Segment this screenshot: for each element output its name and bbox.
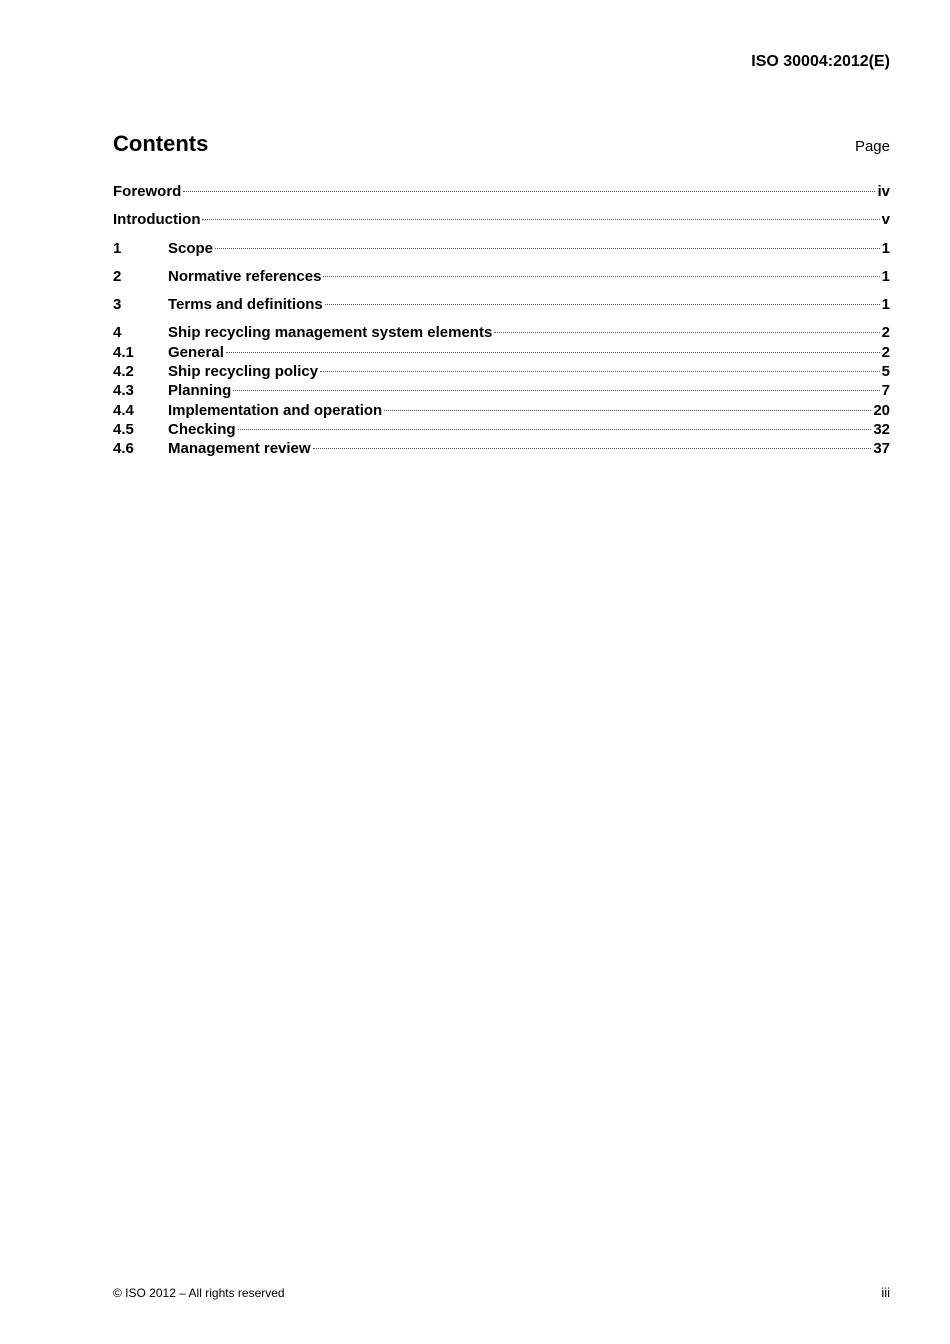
- dot-leader: [183, 191, 875, 192]
- dot-leader: [494, 332, 879, 333]
- toc-entry-planning[interactable]: [113, 381, 890, 400]
- toc-entry-title: Introduction: [113, 211, 201, 229]
- toc-entry-checking[interactable]: [113, 420, 890, 439]
- contents-header: [113, 131, 890, 161]
- toc-entry-page: 5: [881, 363, 890, 381]
- toc-entry-page: 20: [873, 401, 890, 419]
- toc-entry-number: 4.6: [113, 440, 134, 458]
- page-column-label: Page: [854, 138, 890, 155]
- toc-entry-management-review[interactable]: [113, 439, 890, 458]
- toc-entry-foreword[interactable]: [113, 182, 890, 201]
- toc-entry-scope[interactable]: [113, 239, 890, 258]
- toc-entry-page: v: [881, 211, 890, 229]
- toc-entry-page: 32: [873, 420, 890, 438]
- toc-entry-page: 2: [881, 343, 890, 361]
- toc-entry-terms-and-definitions[interactable]: [113, 295, 890, 314]
- toc-entry-title: Normative references: [168, 267, 322, 285]
- toc-entry-general[interactable]: [113, 343, 890, 362]
- toc-entry-number: 4.2: [113, 363, 134, 381]
- dot-leader: [226, 352, 880, 353]
- toc-entry-title: Terms and definitions: [168, 296, 323, 314]
- toc-entry-page: 1: [881, 296, 890, 314]
- toc-entry-title: Foreword: [113, 183, 182, 200]
- toc-entry-title: General: [168, 343, 224, 361]
- toc-entry-system-elements[interactable]: [113, 323, 890, 342]
- dot-leader: [238, 429, 872, 430]
- toc-entry-page: 7: [881, 382, 890, 400]
- toc-entry-title: Checking: [168, 420, 236, 438]
- toc-entry-page: 1: [881, 239, 890, 257]
- toc-entry-title: Management review: [168, 440, 311, 458]
- contents-title: Contents: [113, 131, 209, 156]
- dot-leader: [325, 304, 880, 305]
- toc-entry-title: Ship recycling management system elements: [168, 324, 493, 342]
- dot-leader: [384, 410, 871, 411]
- toc-entry-number: 1: [113, 239, 122, 257]
- dot-leader: [215, 248, 880, 249]
- toc-entry-number: 2: [113, 267, 122, 285]
- dot-leader: [320, 371, 880, 372]
- toc-entry-implementation-and-operation[interactable]: [113, 401, 890, 420]
- dot-leader: [313, 448, 872, 449]
- toc-entry-page: 2: [881, 324, 890, 342]
- document-identifier: ISO 30004:2012(E): [751, 53, 890, 70]
- toc-entry-page: 1: [881, 267, 890, 285]
- table-of-contents: [113, 182, 890, 459]
- toc-entry-number: 3: [113, 296, 122, 314]
- toc-entry-page: iv: [877, 183, 890, 200]
- toc-entry-number: 4.4: [113, 401, 134, 419]
- toc-entry-title: Implementation and operation: [168, 401, 383, 419]
- footer-page-number: iii: [881, 1285, 890, 1300]
- toc-entry-number: 4.3: [113, 382, 134, 400]
- toc-entry-title: Scope: [168, 239, 214, 257]
- dot-leader: [323, 276, 879, 277]
- toc-entry-normative-references[interactable]: [113, 267, 890, 286]
- dot-leader: [202, 219, 879, 220]
- toc-entry-title: Planning: [168, 382, 232, 400]
- toc-entry-introduction[interactable]: [113, 210, 890, 229]
- toc-entry-ship-recycling-policy[interactable]: [113, 362, 890, 381]
- footer-copyright: © ISO 2012 – All rights reserved: [113, 1286, 285, 1300]
- toc-entry-number: 4: [113, 324, 122, 342]
- toc-entry-number: 4.1: [113, 343, 134, 361]
- toc-entry-page: 37: [873, 440, 890, 458]
- toc-entry-number: 4.5: [113, 420, 134, 438]
- dot-leader: [233, 390, 879, 391]
- toc-entry-title: Ship recycling policy: [168, 363, 319, 381]
